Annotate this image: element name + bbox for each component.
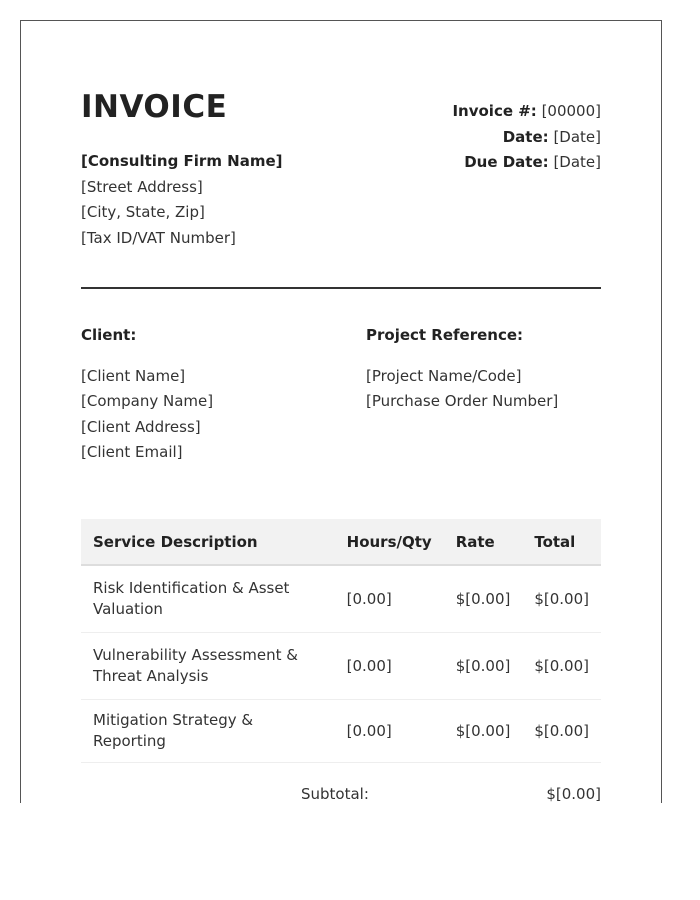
client-email: [Client Email] bbox=[81, 443, 183, 461]
invoice-date-label: Date: bbox=[502, 127, 549, 146]
invoice-date-value: [Date] bbox=[553, 127, 601, 146]
project-name: [Project Name/Code] bbox=[366, 366, 522, 385]
service-rate: $[0.00] bbox=[444, 565, 523, 633]
table-row bbox=[81, 633, 601, 700]
service-total: $[0.00] bbox=[522, 633, 601, 700]
invoice-date-line bbox=[452, 125, 601, 151]
client-name: [Client Name] bbox=[81, 366, 186, 385]
firm-street: [Street Address] bbox=[81, 177, 203, 196]
client-address: [Client Address] bbox=[81, 417, 201, 436]
header-service-description: Service Description bbox=[81, 519, 335, 565]
invoice-number-value: [00000] bbox=[541, 102, 601, 120]
service-hours: [0.00] bbox=[335, 565, 444, 633]
services-table bbox=[81, 519, 601, 763]
subtotal-label: Subtotal: bbox=[301, 785, 369, 803]
service-hours: [0.00] bbox=[335, 700, 444, 763]
client-heading: Client: bbox=[81, 326, 137, 344]
service-description: Risk Identification & Asset Valuation bbox=[81, 565, 335, 633]
invoice-due-date-line bbox=[452, 150, 601, 176]
service-description: Mitigation Strategy & Reporting bbox=[81, 700, 335, 763]
firm-info bbox=[81, 149, 283, 251]
firm-name: [Consulting Firm Name] bbox=[81, 152, 283, 170]
header-total: Total bbox=[522, 519, 601, 565]
service-total: $[0.00] bbox=[522, 700, 601, 763]
invoice-number-label: Invoice #: bbox=[452, 102, 537, 120]
service-hours: [0.00] bbox=[335, 633, 444, 700]
invoice-due-date-label: Due Date: bbox=[464, 153, 549, 171]
service-total: $[0.00] bbox=[522, 565, 601, 633]
invoice-title: INVOICE bbox=[81, 89, 228, 125]
service-rate: $[0.00] bbox=[444, 700, 523, 763]
table-header-row bbox=[81, 519, 601, 565]
subtotal-value: $[0.00] bbox=[546, 785, 601, 803]
header-rate: Rate bbox=[444, 519, 523, 565]
firm-tax-id: [Tax ID/VAT Number] bbox=[81, 228, 236, 247]
table-row bbox=[81, 700, 601, 763]
client-section bbox=[81, 323, 213, 466]
invoice-due-date-value: [Date] bbox=[553, 153, 601, 171]
invoice-meta bbox=[452, 99, 601, 176]
service-rate: $[0.00] bbox=[444, 633, 523, 700]
invoice-page bbox=[20, 20, 662, 803]
table-row bbox=[81, 565, 601, 633]
invoice-number-line bbox=[452, 99, 601, 125]
header-hours-qty: Hours/Qty bbox=[335, 519, 444, 565]
project-heading: Project Reference: bbox=[366, 326, 524, 344]
firm-city: [City, State, Zip] bbox=[81, 203, 205, 221]
project-po-number: [Purchase Order Number] bbox=[366, 392, 559, 410]
service-description: Vulnerability Assessment & Threat Analysis bbox=[81, 633, 335, 700]
client-company: [Company Name] bbox=[81, 392, 214, 410]
project-section bbox=[366, 323, 558, 415]
header-divider bbox=[81, 287, 601, 289]
